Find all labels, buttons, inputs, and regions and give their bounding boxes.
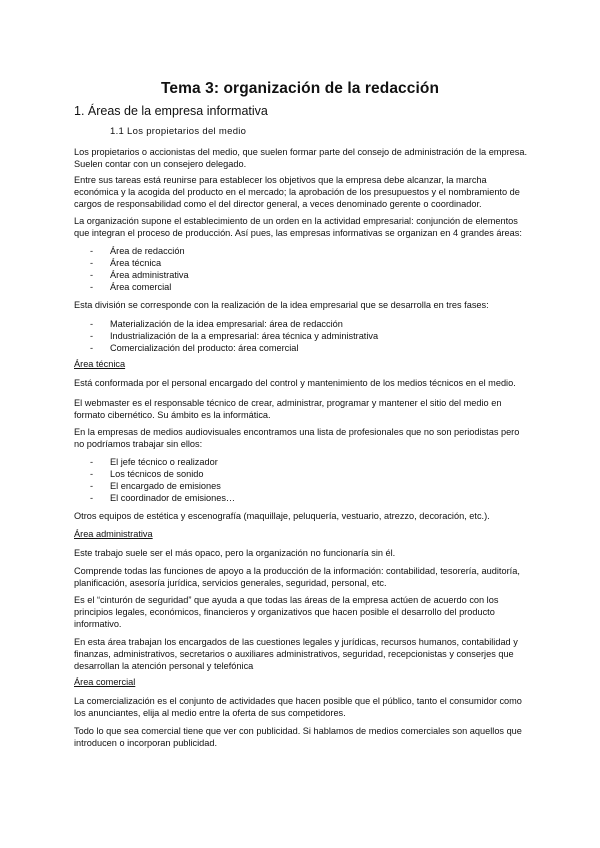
list-item: - Los técnicos de sonido xyxy=(90,468,235,480)
paragraph-encargados: En esta área trabajan los encargados de las cuestiones legales y jurídicas, recursos humanos, contabilidad y finanzas, administrativos, secretarios o auxiliares administrativos, seguridad, recepcionistas y conserjes que desarrollan la atención personal y telefónica xyxy=(74,637,518,671)
list-item: - Comercialización del producto: área comercial xyxy=(90,342,378,354)
section-title-administrativa: Área administrativa xyxy=(74,529,153,539)
areas-list xyxy=(90,245,189,293)
section-title-tecnica: Área técnica xyxy=(74,359,126,369)
paragraph-tecnica: Está conformada por el personal encargado del control y mantenimiento de los medios técnicos en el medio. xyxy=(74,378,516,388)
list-item: - Área técnica xyxy=(90,257,189,269)
fases-list xyxy=(90,318,378,354)
paragraph-division: Esta división se corresponde con la realización de la idea empresarial que se desarrolla en tres fases: xyxy=(74,300,489,310)
paragraph-audiovisuales: En la empresas de medios audiovisuales encontramos una lista de profesionales que no son periodistas pero no podríamos trabajar sin ellos: xyxy=(74,427,520,449)
paragraph-funciones: Comprende todas las funciones de apoyo a la producción de la información: contabilidad, tesorería, auditoría, planificación, asesoría jurídica, servicios generales, seguridad, personal, etc. xyxy=(74,566,520,588)
paragraph-propietarios: Los propietarios o accionistas del medio, que suelen formar parte del consejo de administración de la empresa. Suelen contar con un consejero delegado. xyxy=(74,147,527,169)
list-item: - Materialización de la idea empresarial: área de redacción xyxy=(90,318,378,330)
subsection-heading: 1.1 Los propietarios del medio xyxy=(110,126,247,137)
document-title: Tema 3: organización de la redacción xyxy=(160,80,440,97)
list-item: - El coordinador de emisiones… xyxy=(90,492,235,504)
list-item: - Área administrativa xyxy=(90,269,189,281)
paragraph-opaco: Este trabajo suele ser el más opaco, pero la organización no funcionaría sin él. xyxy=(74,548,396,558)
list-item: - Industrialización de la a empresarial: área técnica y administrativa xyxy=(90,330,378,342)
profesionales-list xyxy=(90,456,235,504)
paragraph-tareas: Entre sus tareas está reunirse para establecer los objetivos que la empresa debe alcanzar, la marcha económica y la acogida del producto en el mercado; la aprobación de los presupuestos y el nombramiento de cargos de responsabilidad como el del director general, a veces denominado gerente o coordinador. xyxy=(74,175,520,209)
paragraph-webmaster: El webmaster es el responsable técnico de crear, administrar, programar y mantener el sitio del medio en formato cibernético. Su ámbito es la informática. xyxy=(74,398,502,420)
list-item: - Área de redacción xyxy=(90,245,189,257)
paragraph-otros: Otros equipos de estética y escenografía (maquillaje, peluquería, vestuario, atrezzo, decoración, etc.). xyxy=(74,511,490,521)
paragraph-cinturon: Es el “cinturón de seguridad” que ayuda a que todas las áreas de la empresa actúen de acuerdo con los principios legales, económicos, financieros y organizativos que hacen posible el desarrollo del producto informativo. xyxy=(74,595,499,629)
section-title-comercial: Área comercial xyxy=(74,677,136,687)
section-heading: 1. Áreas de la empresa informativa xyxy=(74,104,268,118)
paragraph-organizacion: La organización supone el establecimiento de un orden en la actividad empresarial: conjunción de elementos que integran el proceso de producción. Así pues, las empresas informativas se organizan en 4 grandes áreas: xyxy=(74,216,522,238)
list-item: - El jefe técnico o realizador xyxy=(90,456,235,468)
list-item: - Área comercial xyxy=(90,281,189,293)
list-item: - El encargado de emisiones xyxy=(90,480,235,492)
paragraph-comercializacion: La comercialización es el conjunto de actividades que hacen posible que el público, tanto el consumidor como los anunciantes, elija al medio entre la oferta de sus competidores. xyxy=(74,696,522,718)
paragraph-publicidad: Todo lo que sea comercial tiene que ver con publicidad. Si hablamos de medios comerciales son aquellos que introducen o incorporan publicidad. xyxy=(74,726,522,748)
